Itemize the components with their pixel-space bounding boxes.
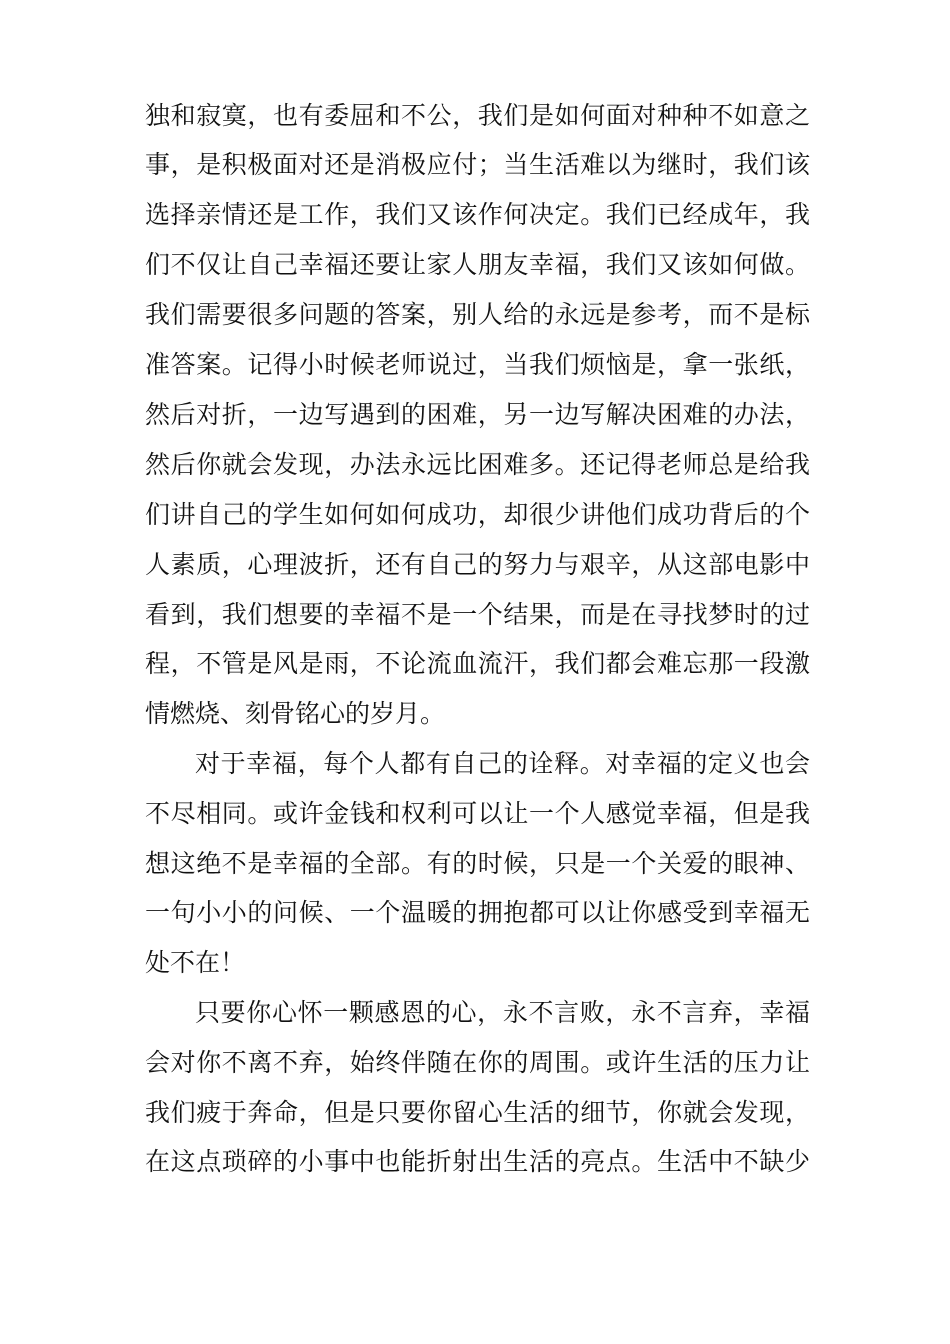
text-line: 想这绝不是幸福的全部。有的时候，只是一个关爱的眼神、	[145, 849, 810, 878]
text-line: 一句小小的问候、一个温暖的拥抱都可以让你感受到幸福无	[145, 898, 810, 927]
text-line: 在这点琐碎的小事中也能折射出生活的亮点。生活中不缺少	[145, 1147, 810, 1176]
text-line: 然后你就会发现，办法永远比困难多。还记得老师总是给我	[145, 450, 810, 479]
text-line: 选择亲情还是工作，我们又该作何决定。我们已经成年，我	[145, 200, 810, 229]
text-line: 会对你不离不弃，始终伴随在你的周围。或许生活的压力让	[145, 1048, 810, 1077]
text-line: 独和寂寞，也有委屈和不公，我们是如何面对种种不如意之	[145, 101, 810, 130]
paragraph-first-line: 只要你心怀一颗感恩的心，永不言败，永不言弃，幸福	[195, 998, 810, 1027]
text-line: 程，不管是风是雨，不论流血流汗，我们都会难忘那一段激	[145, 649, 810, 678]
text-line: 我们需要很多问题的答案，别人给的永远是参考，而不是标	[145, 300, 810, 329]
text-line: 我们疲于奔命，但是只要你留心生活的细节，你就会发现，	[145, 1098, 810, 1127]
text-line: 不尽相同。或许金钱和权利可以让一个人感觉幸福，但是我	[145, 799, 810, 828]
text-line: 准答案。记得小时候老师说过，当我们烦恼是，拿一张纸，	[145, 350, 810, 379]
paragraph-first-line: 对于幸福，每个人都有自己的诠释。对幸福的定义也会	[195, 749, 810, 778]
text-line: 们讲自己的学生如何如何成功，却很少讲他们成功背后的个	[145, 500, 810, 529]
text-line: 处不在！	[145, 948, 246, 977]
text-line: 情燃烧、刻骨铭心的岁月。	[145, 699, 446, 728]
text-line: 然后对折，一边写遇到的困难，另一边写解决困难的办法，	[145, 400, 810, 429]
text-line: 事，是积极面对还是消极应付；当生活难以为继时，我们该	[145, 150, 810, 179]
text-line: 人素质，心理波折，还有自己的努力与艰辛，从这部电影中	[145, 550, 810, 579]
text-line: 们不仅让自己幸福还要让家人朋友幸福，我们又该如何做。	[145, 250, 810, 279]
text-line: 看到，我们想要的幸福不是一个结果，而是在寻找梦时的过	[145, 600, 810, 629]
